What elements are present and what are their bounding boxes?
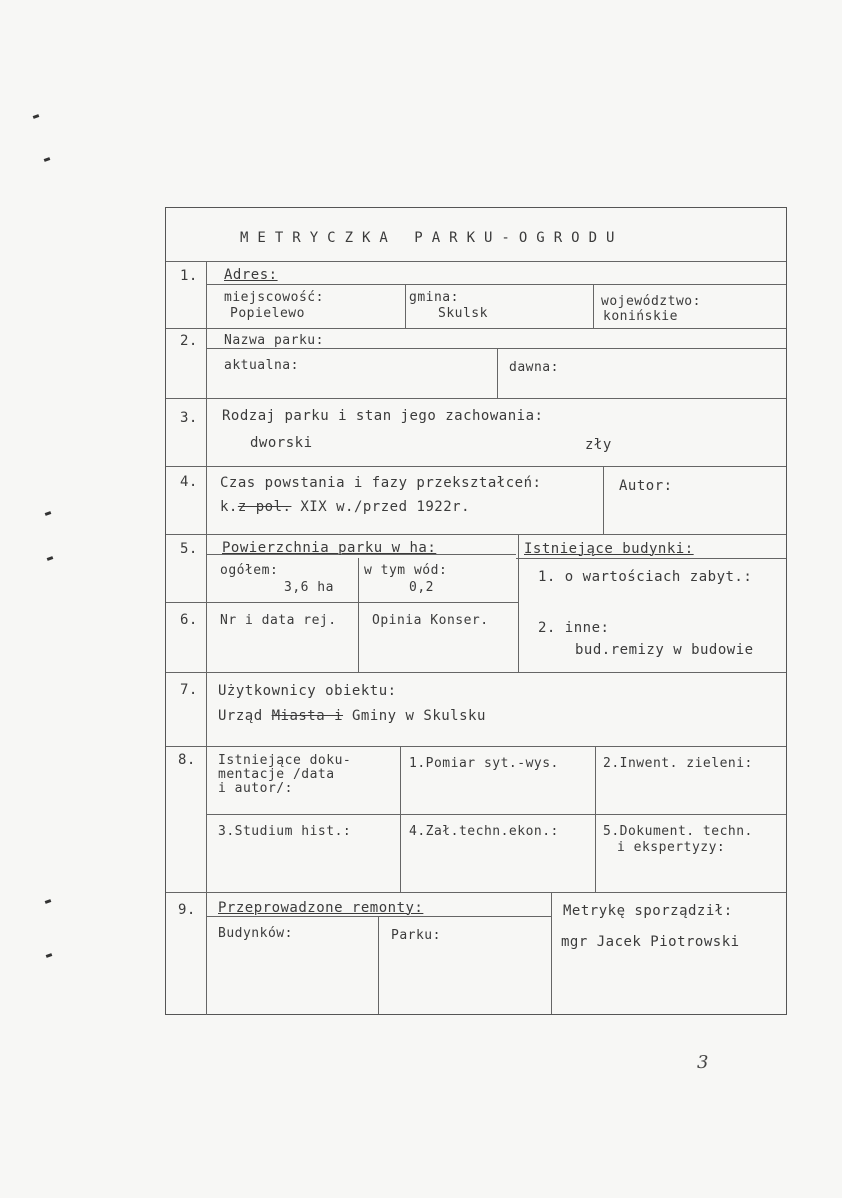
voivodeship-label: województwo: <box>601 294 701 309</box>
margin-mark <box>47 556 54 561</box>
commune-label: gmina: <box>409 290 459 305</box>
margin-mark <box>33 114 40 119</box>
historic-buildings-label: 1. o wartościach zabyt.: <box>538 569 753 585</box>
documentation-label-line: i autor/: <box>218 781 293 796</box>
row-number: 5. <box>180 541 198 557</box>
origin-time-label: Czas powstania i fazy przekształceń: <box>220 475 542 491</box>
technical-documents-line: 5.Dokument. techn. <box>603 824 753 839</box>
former-name-label: dawna: <box>509 360 559 375</box>
registry-label: Nr i data rej. <box>220 613 337 628</box>
users-value-a: Urząd <box>218 708 263 724</box>
park-type-label: Rodzaj parku i stan jego zachowania: <box>222 408 544 424</box>
water-area-value: 0,2 <box>409 580 434 595</box>
row-number: 4. <box>180 474 198 490</box>
area-label: Powierzchnia parku w ha: <box>222 540 437 556</box>
margin-mark <box>45 511 52 516</box>
renovations-label: Przeprowadzone remonty: <box>218 900 424 916</box>
locality-label: miejscowość: <box>224 290 324 305</box>
other-buildings-label: 2. inne: <box>538 620 610 636</box>
other-buildings-value: bud.remizy w budowie <box>575 642 754 658</box>
users-struck-text: Miasta i <box>271 708 344 724</box>
origin-prefix: k. <box>220 499 238 515</box>
row-number: 3. <box>180 410 198 426</box>
park-type-value: dworski <box>250 435 313 451</box>
row-number: 9. <box>178 902 196 918</box>
users-value-b: Gminy w Skulsku <box>351 708 486 724</box>
page-number: 3 <box>697 1052 709 1073</box>
park-record-form <box>165 207 787 1015</box>
prepared-by-value: mgr Jacek Piotrowski <box>561 934 740 950</box>
row-number: 1. <box>180 268 198 284</box>
documentation-label <box>218 754 351 796</box>
total-area-value: 3,6 ha <box>284 580 334 595</box>
locality-value: Popielewo <box>230 306 305 321</box>
row-number: 6. <box>180 612 198 628</box>
documentation-label-line: mentacje /data <box>218 767 335 782</box>
row-number: 7. <box>180 682 198 698</box>
origin-value: XIX w./przed 1922r. <box>300 499 471 515</box>
survey-label: 1.Pomiar syt.-wys. <box>409 756 559 771</box>
park-name-label: Nazwa parku: <box>224 333 324 348</box>
row-number: 8. <box>178 752 196 768</box>
documentation-label-line: Istniejące doku- <box>218 753 352 768</box>
margin-mark <box>44 157 51 162</box>
origin-struck-text: z pol. <box>237 499 292 515</box>
users-value <box>218 708 486 724</box>
buildings-renovations-label: Budynków: <box>218 926 293 941</box>
historical-study-label: 3.Studium hist.: <box>218 824 352 839</box>
park-renovations-label: Parku: <box>391 928 441 943</box>
margin-mark <box>46 953 53 958</box>
origin-time-value <box>220 499 470 515</box>
form-title: METRYCZKA PARKU-OGRODU <box>240 230 624 246</box>
users-label: Użytkownicy obiektu: <box>218 683 397 699</box>
address-label: Adres: <box>224 267 278 283</box>
greenery-inventory-label: 2.Inwent. zieleni: <box>603 756 753 771</box>
author-label: Autor: <box>619 478 673 494</box>
technical-economic-label: 4.Zał.techn.ekon.: <box>409 824 559 839</box>
water-area-label: w tym wód: <box>364 563 448 578</box>
voivodeship-value: konińskie <box>603 309 678 324</box>
technical-documents-label <box>603 824 753 856</box>
prepared-by-label: Metrykę sporządził: <box>563 903 733 919</box>
conservator-opinion-label: Opinia Konser. <box>372 613 489 628</box>
technical-documents-line: i ekspertyzy: <box>617 840 726 855</box>
row-number: 2. <box>180 333 198 349</box>
total-area-label: ogółem: <box>220 563 279 578</box>
buildings-label: Istniejące budynki: <box>524 541 694 557</box>
condition-value: zły <box>585 437 612 453</box>
commune-value: Skulsk <box>438 306 488 321</box>
margin-mark <box>45 899 52 904</box>
current-name-label: aktualna: <box>224 358 299 373</box>
